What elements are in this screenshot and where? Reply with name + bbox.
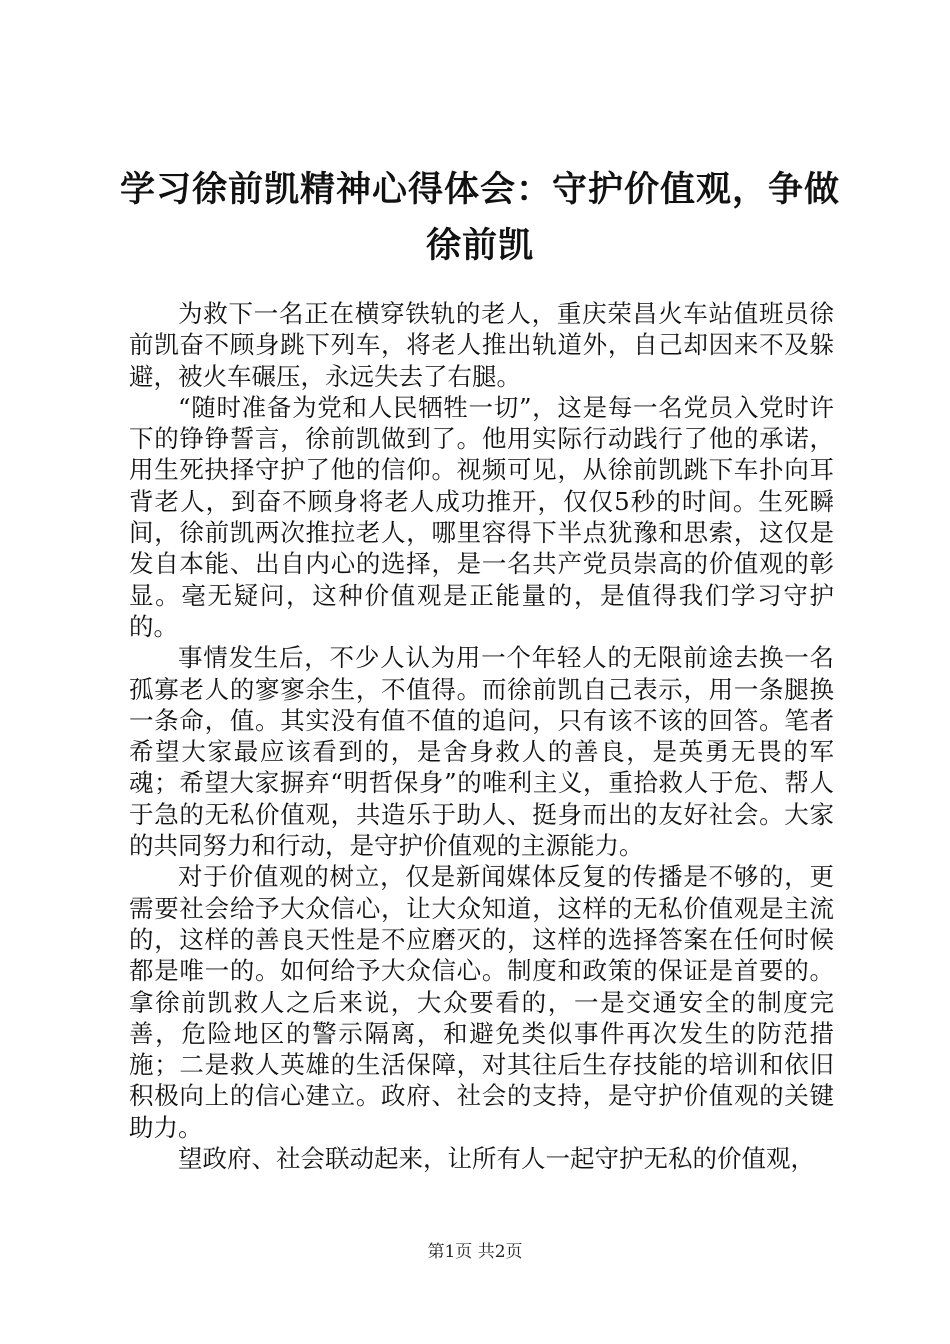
paragraph: 为救下一名正在横穿铁轨的老人，重庆荣昌火车站值班员徐前凯奋不顾身跳下列车，将老人推出轨道外，自己却因来不及躲避，被火车碾压，永远失去了右腿。	[129, 299, 834, 391]
paragraph: 事情发生后，不少人认为用一个年轻人的无限前途去换一名孤寡老人的寥寥余生，不值得。而徐前凯自己表示，用一条腿换一条命，值。其实没有值不值的追问，只有该不该的回答。笔者希望大家最应该看到的，是舍身救人的善良，是英勇无畏的军魂；希望大家摒弃“明哲保身”的唯利主义，重拾救人于危、帮人于急的无私价值观，共造乐于助人、挺身而出的友好社会。大家的共同努力和行动，是守护价值观的主源能力。	[129, 643, 834, 861]
document-body	[129, 298, 834, 1174]
document-title: 学习徐前凯精神心得体会：守护价值观，争做徐前凯	[120, 169, 841, 266]
page-number-footer: 第1页 共2页	[427, 1242, 523, 1262]
paragraph: 望政府、社会联动起来，让所有人一起守护无私的价值观，	[178, 1144, 815, 1174]
paragraph: 对于价值观的树立，仅是新闻媒体反复的传播是不够的，更需要社会给予大众信心，让大众知道，这样的无私价值观是主流的，这样的善良天性是不应磨灭的，这样的选择答案在任何时候都是唯一的。如何给予大众信心。制度和政策的保证是首要的。拿徐前凯救人之后来说，大众要看的，一是交通安全的制度完善，危险地区的警示隔离，和避免类似事件再次发生的防范措施；二是救人英雄的生活保障，对其往后生存技能的培训和依旧积极向上的信心建立。政府、社会的支持，是守护价值观的关键助力。	[129, 862, 834, 1142]
paragraph: “随时准备为党和人民牺牲一切”，这是每一名党员入党时许下的铮铮誓言，徐前凯做到了。他用实际行动践行了他的承诺，用生死抉择守护了他的信仰。视频可见，从徐前凯跳下车扑向耳背老人，到奋不顾身将老人成功推开，仅仅5秒的时间。生死瞬间，徐前凯两次推拉老人，哪里容得下半点犹豫和思索，这仅是发自本能、出自内心的选择，是一名共产党员崇高的价值观的彰显。毫无疑问，这种价值观是正能量的，是值得我们学习守护的。	[129, 392, 834, 641]
